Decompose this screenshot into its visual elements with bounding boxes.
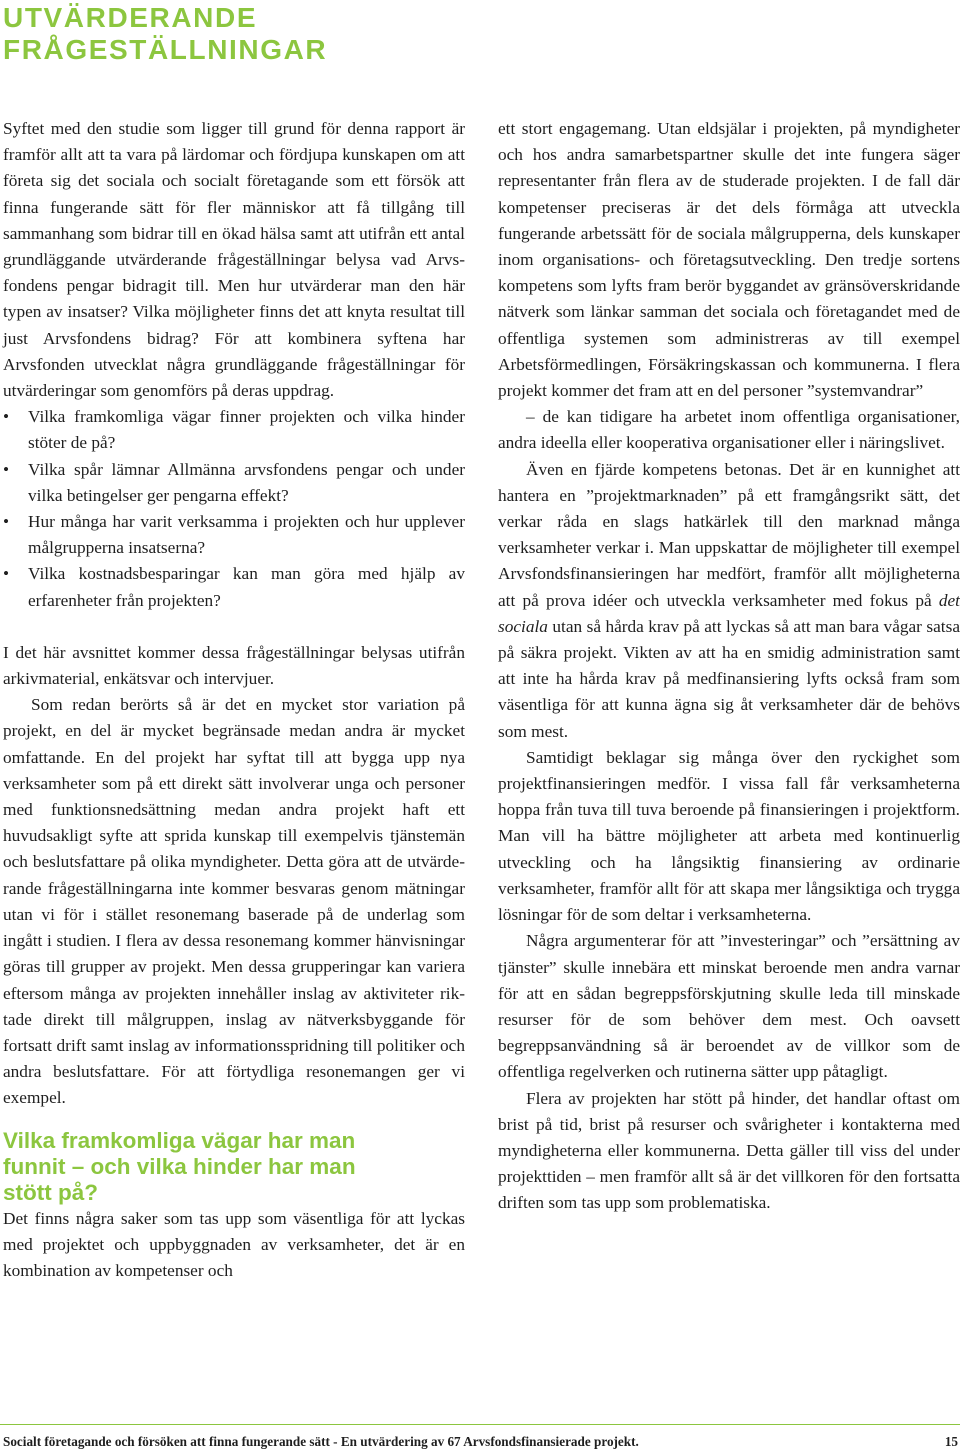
question-item: [3, 404, 465, 456]
section-heading: [3, 1128, 465, 1206]
bullet-icon: •: [3, 564, 10, 584]
variation-paragraph: Som redan berörts så är det en mycket stor variation på projekt, en del är mycket begränsade medan andra är mycket omfattande. En del projekt har syftat till att bygga upp nya verksamheter som på ett direkt sätt involverar unga och personer med funktionsnedsättning medan andra projekt haft ett huvudsakligt syfte att sprida kunskap till exempelvis tjänstemän och beslutsfattare på olika myndigheter. Detta göra att de utvärderande frågeställningarna inte kommer besvaras genom mätningar utan vi för i stället resonemang baserade på de underlag som ingått i studien. I flera av dessa resonemang kommer hänvisningar göras till grupper av projekt. Men dessa grupperingar kan variera eftersom många av projekten innehåller inslag av aktiviteter riktade direkt till målgruppen, inslag av nätverksbyggande för fortsatt drift samt inslag av informationsspridning till politiker och andra beslutsfattare. För att förtydliga resonemangen ger vi exempel.: [3, 695, 465, 1108]
fourth-competence-paragraph: [498, 457, 960, 745]
page-title-line-2: FRÅGESTÄLLNINGAR: [3, 34, 328, 65]
left-column: [3, 116, 465, 1284]
emphasis-text: det sociala: [498, 590, 960, 636]
section-heading-line-2: funnit – och vilka hinder har man: [3, 1153, 356, 1179]
bullet-icon: •: [3, 407, 10, 427]
competence-paragraph: Det finns några saker som tas upp som väsentliga för att lyckas med projektet och uppbyggnaden av verksamheter, det är en kombination av kompetenser och: [3, 1208, 465, 1280]
intro-paragraph: Syftet med den studie som ligger till grund för denna rapport är framför allt att ta vara på lärdomar och fördjupa kunskapen om att företa sig det sociala och socialt företagande som ett försök att finna fungerande sätt för fler människor att få tillgång till sammanhang som bidrar till en ökad hälsa samt att utifrån ett antal grundläggande utvärderande frågeställningar belysa vad Arvsfondens pengar bidragit till. Men hur utvärderar man den här typen av insatser? Vilka möjligheter finns det att knyta resultat till just Arvsfondens bidrag? För att kombinera syftena har Arvsfonden utvecklat några grundläggande frågeställningar för utvärderingar som genomförs på deras uppdrag.: [3, 119, 465, 401]
page-footer: [3, 1433, 958, 1451]
question-item: [3, 509, 465, 561]
page-number: 15: [944, 1434, 958, 1449]
question-text: Vilka kostnadsbesparingar kan man göra med hjälp av erfarenheter från projekten?: [28, 564, 465, 610]
question-list: [3, 404, 465, 614]
footer-text: Socialt företagande och försöken att finna fungerande sätt - En utvärdering av 67 Arvsfondsfinansierade projekt.: [3, 1434, 639, 1449]
question-text: Vilka framkomliga vägar finner projekten och vilka hinder stöter de på?: [28, 407, 465, 453]
page-title: [3, 2, 327, 66]
section-heading-line-3: stött på?: [3, 1179, 98, 1205]
right-column: [498, 116, 960, 1217]
bullet-icon: •: [3, 459, 10, 479]
bullet-icon: •: [3, 512, 10, 532]
footer-divider: [0, 1424, 960, 1425]
question-text: Hur många har varit verksamma i projekten och hur upplever målgrupperna insatserna?: [28, 512, 465, 558]
question-item: [3, 561, 465, 613]
question-text: Vilka spår lämnar Allmänna arvsfondens pengar och under vilka betingelser ger pengarna effekt?: [28, 459, 465, 505]
page-title-line-1: UTVÄRDERANDE: [3, 2, 258, 33]
paragraph-text: utan så hårda krav på att lyckas så att man bara vågar satsa på säkra projekt. Vikten av att ha en smidig administration samt att inte ha hårda krav på medfinansiering lyfts också fram som väsentliga för att kunna ägna sig åt verksamheter där de behövs som mest.: [498, 616, 960, 741]
investment-paragraph: Några argumenterar för att ”investeringar” och ”ersättning av tjänster” skulle innebära ett minskat beroende men andra varnar för att en sådan begreppsförskjutning skulle leda till minskade resurser för de som behöver dem mest. Och oavsett begreppsanvändning så är beroendet av de villkor som de offentliga regelverken och rutinerna sätter upp påtagligt.: [498, 931, 960, 1082]
paragraph-text: Även en fjärde kompetens betonas. Det är en kunnighet att hantera en ”projektmarknaden” på ett framgångsrikt sätt, det verkar råda en slags hatkärlek till den marknad många verksamheter verkar i. Man uppskattar de möjligheter till exempel Arvsfondsfinansieringen har medfört, framför allt möjligheterna att på prova idéer och utveckla verksamheter med fokus på: [498, 459, 960, 610]
obstacles-paragraph: Flera av projekten har stött på hinder, det handlar oftast om brist på tid, brist på resurser och svårigheter i kontakterna med myndigheterna eller kommunerna. Detta gäller till viss del under projekttiden – men framför allt så är det villkoren för den fortsatta driften som tas upp som problematiska.: [498, 1088, 960, 1213]
continuation-paragraph-cont: – de kan tidigare ha arbetet inom offentliga organisationer, andra ideella eller kooperativa organisationer eller i näringslivet.: [498, 407, 960, 453]
question-item: [3, 457, 465, 509]
funding-paragraph: Samtidigt beklagar sig många över den ryckighet som projektfinansieringen medför. I vissa fall får verksamheterna hoppa från tuva till tuva beroende på finansieringen i projektform. Man vill ha bättre möjligheter att arbeta med kontinuerlig utveckling och ha långsiktig finansiering av ordinarie verksamheter, framför allt för att skapa mer långsiktiga och trygga lösningar för de som deltar i verksamheterna.: [498, 747, 960, 925]
continuation-paragraph: ett stort engagemang. Utan eldsjälar i projekten, på myndigheter och hos andra samarbetspartner skulle det inte fungera säger representanter från flera av de studerade projekten. I de fall där kompetenser preciseras är det dels förmåga att utveckla fungerande arbetssätt för de sociala målgrupperna, dels kunskaper inom organisations- och företagsutveckling. Den tredje sortens kompetens som lyfts fram berör byggandet av gränsöverskridande nätverk som länkar samman det sociala och företagandet med de offentliga systemen som administreras av till exempel Arbetsförmedlingen, Försäkringskassan och kommunerna. I flera projekt kommer det fram att en del personer ”systemvandrar”: [498, 119, 960, 401]
section-paragraph: I det här avsnittet kommer dessa frågeställningar belysas utifrån arkivmaterial, enkätsvar och intervjuer.: [3, 642, 465, 689]
section-heading-line-1: Vilka framkomliga vägar har man: [3, 1127, 356, 1153]
